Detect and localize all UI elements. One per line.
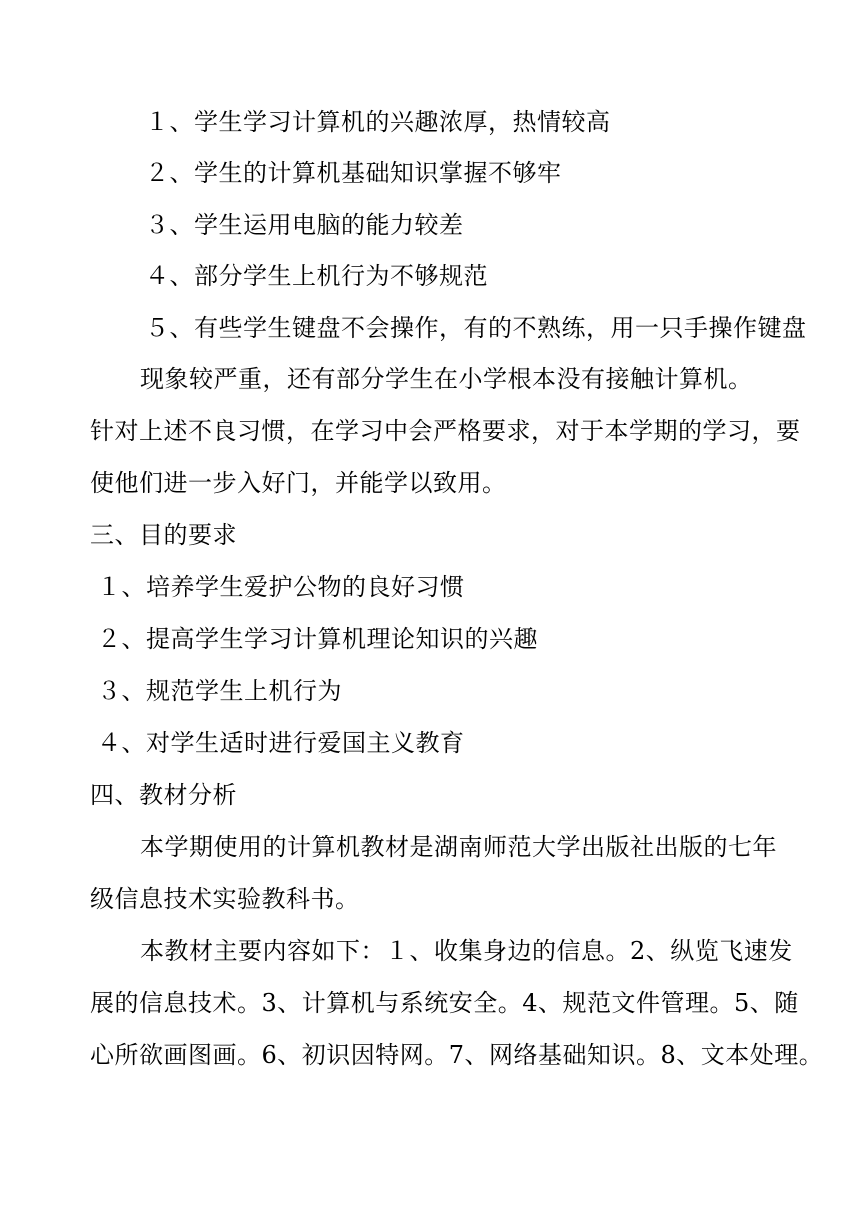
student-trait-item-2: ２、学生的计算机基础知识掌握不够牢	[145, 159, 562, 187]
goal-item-1: １、培养学生爱护公物的良好习惯	[97, 573, 465, 601]
student-trait-item-4: ４、部分学生上机行为不够规范	[145, 262, 488, 290]
paragraph-line: 针对上述不良习惯，在学习中会严格要求，对于本学期的学习，要	[90, 417, 801, 445]
student-trait-item-5: ５、有些学生键盘不会操作，有的不熟练，用一只手操作键盘	[145, 314, 807, 342]
student-trait-item-3: ３、学生运用电脑的能力较差	[145, 211, 464, 239]
student-trait-item-5-continued: 现象较严重，还有部分学生在小学根本没有接触计算机。	[140, 365, 753, 393]
goal-item-3: ３、规范学生上机行为	[97, 677, 342, 705]
paragraph-line: 展的信息技术。3、计算机与系统安全。4、规范文件管理。5、随	[90, 989, 799, 1017]
paragraph-line: 心所欲画图画。6、初识因特网。7、网络基础知识。8、文本处理。	[90, 1041, 824, 1069]
paragraph-line: 级信息技术实验教科书。	[90, 885, 360, 913]
goal-item-2: ２、提高学生学习计算机理论知识的兴趣	[97, 625, 538, 653]
paragraph-line: 本学期使用的计算机教材是湖南师范大学出版社出版的七年	[140, 833, 777, 861]
section-heading-textbook-analysis: 四、教材分析	[90, 781, 237, 809]
goal-item-4: ４、对学生适时进行爱国主义教育	[97, 729, 465, 757]
student-trait-item-1: １、学生学习计算机的兴趣浓厚，热情较高	[145, 108, 611, 136]
paragraph-line: 使他们进一步入好门，并能学以致用。	[90, 469, 507, 497]
section-heading-goals: 三、目的要求	[90, 521, 237, 549]
paragraph-line: 本教材主要内容如下：１、收集身边的信息。2、纵览飞速发	[140, 937, 793, 965]
